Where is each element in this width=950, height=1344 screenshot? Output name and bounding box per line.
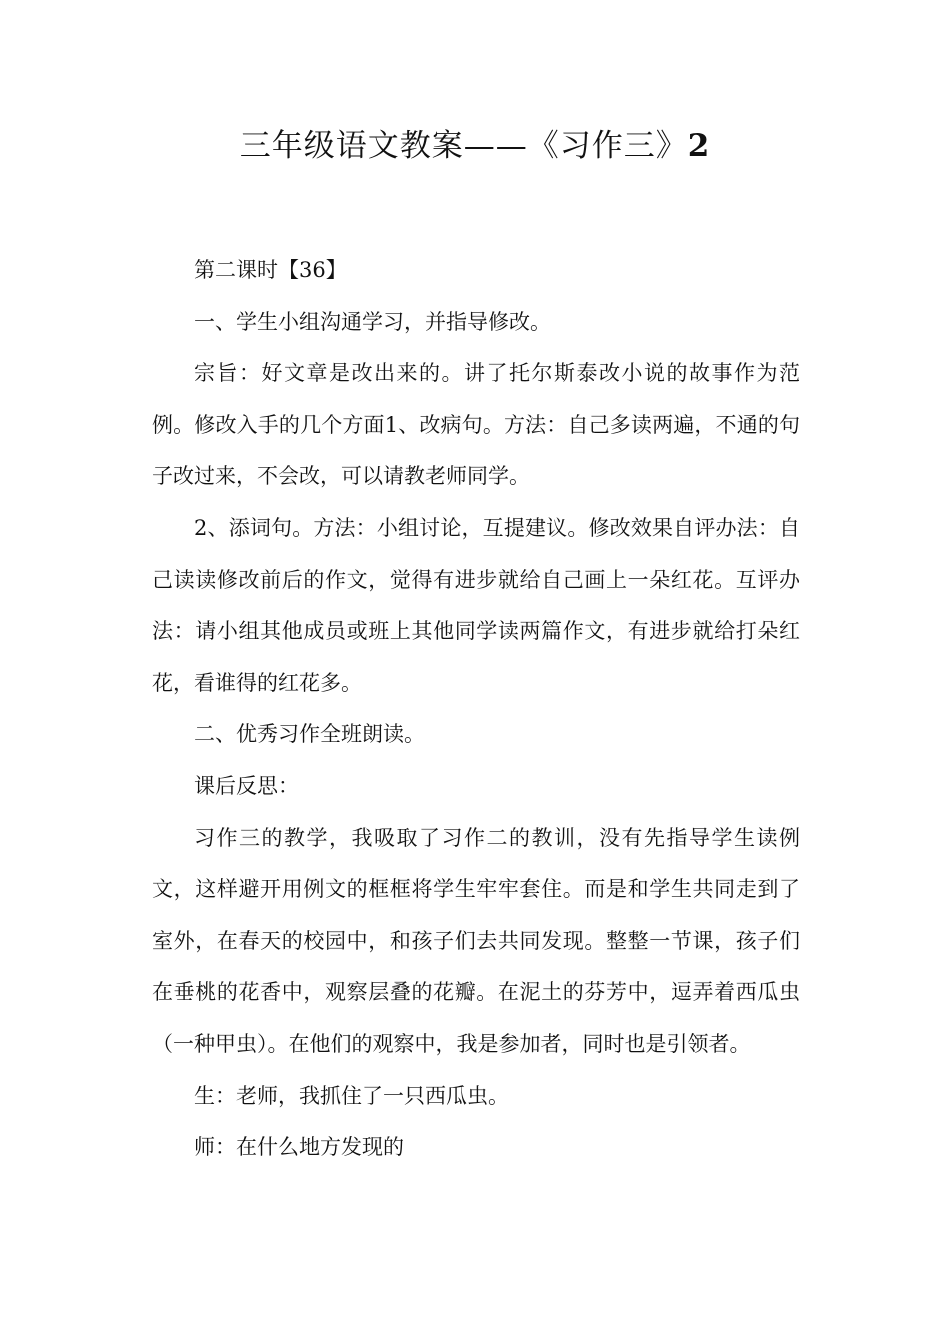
document-title [0, 124, 950, 168]
paragraph-dialogue-teacher: 师：在什么地方发现的 [194, 1135, 404, 1160]
paragraph-reflection: 习作三的教学，我吸取了习作二的教训，没有先指导学生读例文，这样避开用例文的框框将学生牢牢套住。而是和学生共同走到了室外，在春天的校园中，和孩子们去共同发现。整整一节课，孩子们在垂桃的花香中，观察层叠的花瓣。在泥土的芬芳中，逗弄着西瓜虫（一种甲虫）。在他们的观察中，我是参加者，同时也是引领者。 [152, 825, 800, 1056]
paragraph-section-two: 二、优秀习作全班朗读。 [194, 722, 425, 747]
paragraph-purpose: 宗旨：好文章是改出来的。讲了托尔斯泰改小说的故事作为范例。修改入手的几个方面1、改病句。方法：自己多读两遍，不通的句子改过来，不会改，可以请教老师同学。 [152, 361, 800, 489]
paragraph-reflection-heading: 课后反思： [194, 773, 299, 798]
document-body [152, 245, 800, 1174]
paragraph-section-one: 一、学生小组沟通学习，并指导修改。 [194, 309, 551, 334]
paragraph-dialogue-student: 生：老师，我抓住了一只西瓜虫。 [194, 1083, 509, 1108]
paragraph-lesson-heading: 第二课时【36】 [194, 258, 347, 282]
paragraph-add-words: 2、添词句。方法：小组讨论，互提建议。修改效果自评办法：自己读读修改前后的作文，觉得有进步就给自己画上一朵红花。互评办法：请小组其他成员或班上其他同学读两篇作文，有进步就给打朵红花，看谁得的红花多。 [152, 515, 800, 695]
title-number: 2 [687, 128, 711, 164]
title-main: 三年级语文教案——《习作三》 [239, 128, 688, 164]
